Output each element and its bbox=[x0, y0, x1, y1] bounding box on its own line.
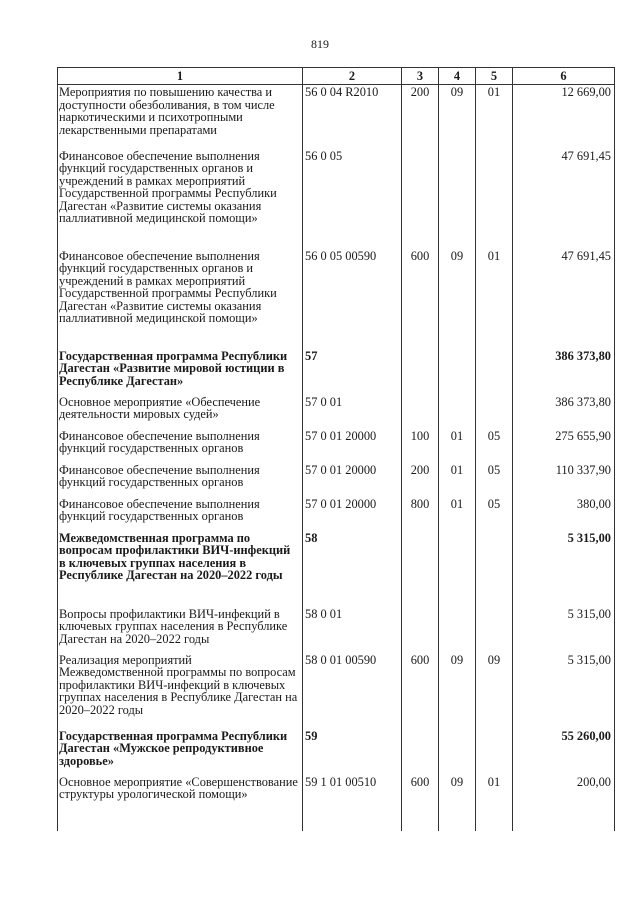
row-subsection-cell bbox=[476, 349, 513, 395]
row-code-cell: 59 1 01 00510 bbox=[303, 775, 402, 831]
row-name-cell: Государственная программа Республики Дагестан «Развитие мировой юстиции в Республике Дагестан» bbox=[58, 349, 303, 395]
row-amount-cell: 5 315,00 bbox=[513, 531, 615, 607]
budget-table bbox=[57, 67, 615, 831]
row-name-cell: Финансовое обеспечение выполнения функций государственных органов и учреждений в рамках мероприятий Государственной программы Республики Дагестан «Развитие системы оказания паллиативной медицинской помощи» bbox=[58, 249, 303, 349]
row-name-cell: Государственная программа Республики Дагестан «Мужское репродуктивное здоровье» bbox=[58, 729, 303, 775]
row-subsection-cell: 05 bbox=[476, 463, 513, 497]
row-expense-type-cell: 200 bbox=[402, 85, 439, 149]
row-subsection-cell: 01 bbox=[476, 85, 513, 149]
row-section-cell bbox=[439, 149, 476, 249]
row-code-cell: 58 bbox=[303, 531, 402, 607]
row-section-cell bbox=[439, 349, 476, 395]
row-name-cell: Финансовое обеспечение выполнения функций государственных органов bbox=[58, 497, 303, 531]
table-body bbox=[58, 85, 615, 831]
row-subsection-cell bbox=[476, 531, 513, 607]
row-code-cell: 56 0 05 bbox=[303, 149, 402, 249]
row-name-cell: Основное мероприятие «Совершенствование структуры урологической помощи» bbox=[58, 775, 303, 831]
row-expense-type-cell bbox=[402, 531, 439, 607]
row-section-cell: 01 bbox=[439, 497, 476, 531]
row-code-cell: 57 bbox=[303, 349, 402, 395]
row-expense-type-cell: 600 bbox=[402, 653, 439, 729]
table-row bbox=[58, 429, 615, 463]
column-header: 2 bbox=[303, 68, 402, 85]
row-section-cell bbox=[439, 531, 476, 607]
row-amount-cell: 47 691,45 bbox=[513, 149, 615, 249]
row-section-cell bbox=[439, 729, 476, 775]
table-row bbox=[58, 729, 615, 775]
row-code-cell: 59 bbox=[303, 729, 402, 775]
row-name-cell: Финансовое обеспечение выполнения функций государственных органов bbox=[58, 463, 303, 497]
row-amount-cell: 12 669,00 bbox=[513, 85, 615, 149]
row-section-cell: 09 bbox=[439, 85, 476, 149]
table-row bbox=[58, 497, 615, 531]
row-section-cell: 09 bbox=[439, 249, 476, 349]
row-name-cell: Финансовое обеспечение выполнения функций государственных органов bbox=[58, 429, 303, 463]
row-subsection-cell: 01 bbox=[476, 775, 513, 831]
row-name-cell: Мероприятия по повышению качества и доступности обезболивания, в том числе наркотическими и психотропными лекарственными препаратами bbox=[58, 85, 303, 149]
row-amount-cell: 5 315,00 bbox=[513, 607, 615, 653]
row-subsection-cell: 05 bbox=[476, 429, 513, 463]
row-subsection-cell: 09 bbox=[476, 653, 513, 729]
row-amount-cell: 275 655,90 bbox=[513, 429, 615, 463]
page-number: 819 bbox=[311, 37, 329, 51]
table-row bbox=[58, 775, 615, 831]
row-amount-cell: 55 260,00 bbox=[513, 729, 615, 775]
row-expense-type-cell bbox=[402, 349, 439, 395]
row-expense-type-cell bbox=[402, 395, 439, 429]
row-amount-cell: 386 373,80 bbox=[513, 395, 615, 429]
row-code-cell: 57 0 01 20000 bbox=[303, 497, 402, 531]
row-section-cell: 01 bbox=[439, 429, 476, 463]
row-name-cell: Основное мероприятие «Обеспечение деятельности мировых судей» bbox=[58, 395, 303, 429]
row-subsection-cell: 01 bbox=[476, 249, 513, 349]
row-expense-type-cell: 600 bbox=[402, 249, 439, 349]
row-expense-type-cell bbox=[402, 729, 439, 775]
row-amount-cell: 200,00 bbox=[513, 775, 615, 831]
table-row bbox=[58, 85, 615, 149]
row-name-cell: Реализация мероприятий Межведомственной программы по вопросам профилактики ВИЧ-инфекций в ключевых группах населения в Республике Дагестан на 2020–2022 годы bbox=[58, 653, 303, 729]
row-subsection-cell bbox=[476, 607, 513, 653]
table-header-row bbox=[58, 68, 615, 85]
column-header: 4 bbox=[439, 68, 476, 85]
row-section-cell: 01 bbox=[439, 463, 476, 497]
row-name-cell: Межведомственная программа по вопросам профилактики ВИЧ-инфекций в ключевых группах населения в Республике Дагестан на 2020–2022 годы bbox=[58, 531, 303, 607]
row-expense-type-cell: 200 bbox=[402, 463, 439, 497]
row-amount-cell: 386 373,80 bbox=[513, 349, 615, 395]
column-header: 1 bbox=[58, 68, 303, 85]
row-amount-cell: 47 691,45 bbox=[513, 249, 615, 349]
row-expense-type-cell: 100 bbox=[402, 429, 439, 463]
table-row bbox=[58, 653, 615, 729]
table-row bbox=[58, 463, 615, 497]
row-expense-type-cell bbox=[402, 149, 439, 249]
table-row bbox=[58, 607, 615, 653]
row-name-cell: Финансовое обеспечение выполнения функций государственных органов и учреждений в рамках мероприятий Государственной программы Республики Дагестан «Развитие системы оказания паллиативной медицинской помощи» bbox=[58, 149, 303, 249]
row-code-cell: 56 0 04 R2010 bbox=[303, 85, 402, 149]
row-amount-cell: 380,00 bbox=[513, 497, 615, 531]
row-section-cell bbox=[439, 395, 476, 429]
row-code-cell: 57 0 01 20000 bbox=[303, 463, 402, 497]
row-amount-cell: 5 315,00 bbox=[513, 653, 615, 729]
table-row bbox=[58, 349, 615, 395]
row-code-cell: 56 0 05 00590 bbox=[303, 249, 402, 349]
row-expense-type-cell: 600 bbox=[402, 775, 439, 831]
row-subsection-cell bbox=[476, 149, 513, 249]
row-code-cell: 57 0 01 bbox=[303, 395, 402, 429]
column-header: 5 bbox=[476, 68, 513, 85]
table-row bbox=[58, 531, 615, 607]
table-row bbox=[58, 249, 615, 349]
row-expense-type-cell bbox=[402, 607, 439, 653]
column-header: 3 bbox=[402, 68, 439, 85]
row-expense-type-cell: 800 bbox=[402, 497, 439, 531]
row-subsection-cell: 05 bbox=[476, 497, 513, 531]
row-name-cell: Вопросы профилактики ВИЧ-инфекций в ключевых группах населения в Республике Дагестан на 2020–2022 годы bbox=[58, 607, 303, 653]
row-amount-cell: 110 337,90 bbox=[513, 463, 615, 497]
column-header: 6 bbox=[513, 68, 615, 85]
row-subsection-cell bbox=[476, 729, 513, 775]
row-section-cell: 09 bbox=[439, 775, 476, 831]
row-subsection-cell bbox=[476, 395, 513, 429]
row-code-cell: 58 0 01 00590 bbox=[303, 653, 402, 729]
row-code-cell: 57 0 01 20000 bbox=[303, 429, 402, 463]
row-section-cell: 09 bbox=[439, 653, 476, 729]
table-row bbox=[58, 395, 615, 429]
row-section-cell bbox=[439, 607, 476, 653]
table-row bbox=[58, 149, 615, 249]
row-code-cell: 58 0 01 bbox=[303, 607, 402, 653]
